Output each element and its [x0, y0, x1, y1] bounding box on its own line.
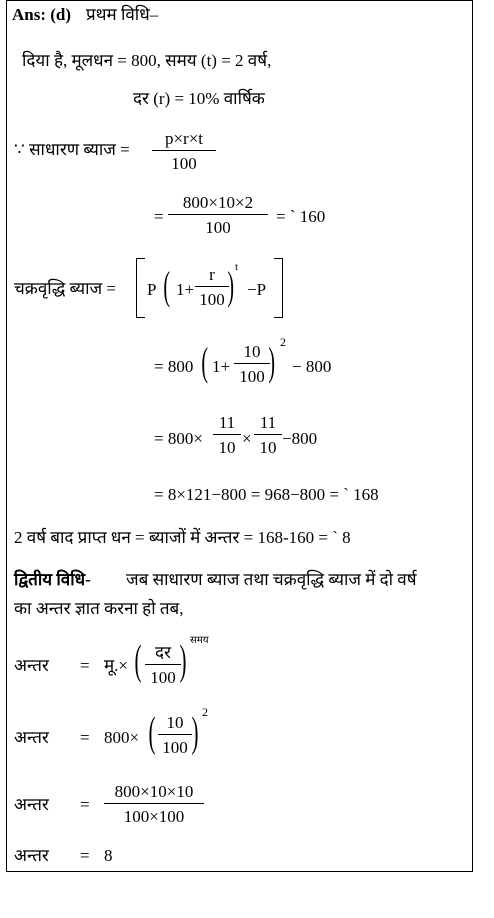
antar-value-exponent: 2 — [202, 705, 208, 719]
ci-label: चक्रवृद्धि ब्याज = — [14, 279, 116, 298]
ci-rate-numerator: r — [209, 265, 215, 284]
antar-label-2: अन्तर — [14, 728, 49, 747]
ci-step2-one-plus: 1+ — [212, 357, 231, 376]
ci-step2-fraction — [234, 343, 270, 385]
antar-eq-4: = — [80, 846, 90, 865]
given-line-2: दर (r) = 10% वार्षिक — [133, 89, 265, 108]
method-two-text-2: का अन्तर ज्ञात करना हो तब, — [14, 599, 184, 618]
ci-step2-denominator: 100 — [239, 367, 265, 386]
given-line-1: दिया है, मूलधन = 800, समय (t) = 2 वर्ष, — [22, 51, 272, 70]
antar-left-paren: ( — [134, 638, 142, 684]
ci-step3-numerator-2: 11 — [259, 413, 277, 432]
antar-eq-2: = — [80, 728, 90, 747]
ci-step4: = 8×121−800 = 968−800 = ` 168 — [154, 485, 379, 504]
ci-step2-tail: − 800 — [292, 357, 332, 376]
antar-label-3: अन्तर — [14, 795, 49, 814]
antar-value-lead: 800× — [104, 728, 140, 747]
si-value-denominator: 100 — [205, 218, 231, 237]
ci-one-plus: 1+ — [176, 280, 195, 299]
antar-value-fraction — [158, 714, 192, 756]
right-paren: ) — [227, 263, 234, 308]
antar-rate-numerator: दर — [155, 643, 171, 662]
step2-left-paren: ( — [201, 339, 208, 384]
antar2-left-paren: ( — [148, 710, 156, 756]
si-formula-denominator: 100 — [171, 154, 197, 173]
antar-label-4: अन्तर — [14, 846, 49, 865]
ci-step3-denominator-2: 10 — [259, 438, 277, 457]
si-result: = ` 160 — [276, 207, 326, 226]
antar-eq-3: = — [80, 795, 90, 814]
step2-right-paren: ) — [268, 339, 275, 384]
ci-principal: P — [147, 280, 157, 299]
ci-step3-times: × — [242, 429, 252, 448]
antar-eq-1: = — [80, 656, 90, 675]
ci-step2-exponent: 2 — [280, 335, 286, 349]
si-value-fraction — [168, 194, 268, 236]
ci-minus-p: −P — [247, 280, 267, 299]
ci-step3-tail: −800 — [282, 429, 318, 448]
si-formula-numerator: p×r×t — [164, 129, 204, 148]
si-value-numerator: 800×10×2 — [182, 193, 254, 212]
ci-step3-fraction-1 — [213, 414, 241, 456]
antar-formula-lead: मू.× — [104, 656, 129, 675]
antar-right-paren: ) — [179, 638, 187, 684]
right-bracket — [274, 258, 283, 318]
method-one-title: प्रथम विधि– — [86, 5, 159, 24]
ci-step3-fraction-2 — [254, 414, 282, 456]
si-label: ∵ साधारण ब्याज = — [14, 140, 130, 159]
ci-exponent-t: t — [235, 261, 239, 273]
left-paren: ( — [163, 263, 170, 308]
ci-step3-denominator-1: 10 — [218, 438, 236, 457]
antar-rate-denominator: 100 — [150, 668, 176, 687]
ci-step3-numerator-1: 11 — [218, 413, 236, 432]
ci-step2-numerator: 10 — [243, 342, 261, 361]
antar-product-numerator: 800×10×10 — [114, 782, 194, 801]
left-bracket — [136, 258, 145, 318]
antar-value-denominator: 100 — [162, 738, 188, 757]
antar-product-denominator: 100×100 — [123, 807, 185, 826]
si-eq-sign: = — [154, 207, 164, 226]
ci-step2-lead: = 800 — [154, 357, 194, 376]
answer-label: Ans: (d) — [12, 5, 72, 24]
ci-rate-denominator: 100 — [199, 290, 225, 309]
antar-exponent-time: समय — [190, 635, 209, 646]
antar-label-1: अन्तर — [14, 656, 49, 675]
antar-value-numerator: 10 — [166, 713, 184, 732]
antar-rate-fraction — [145, 644, 181, 686]
method-two-text-1: जब साधारण ब्याज तथा चक्रवृद्धि ब्याज में दो वर्ष — [126, 570, 417, 589]
ci-rate-fraction — [195, 266, 229, 308]
difference-line: 2 वर्ष बाद प्राप्त धन = ब्याजों में अन्तर = 168-160 = ` 8 — [14, 528, 351, 547]
si-formula-fraction — [152, 130, 216, 172]
antar-final-value: 8 — [104, 846, 113, 865]
antar2-right-paren: ) — [191, 710, 199, 756]
method-two-title: द्वितीय विधि- — [14, 570, 91, 589]
ci-step3-lead: = 800× — [154, 429, 203, 448]
antar-product-fraction — [104, 783, 204, 825]
